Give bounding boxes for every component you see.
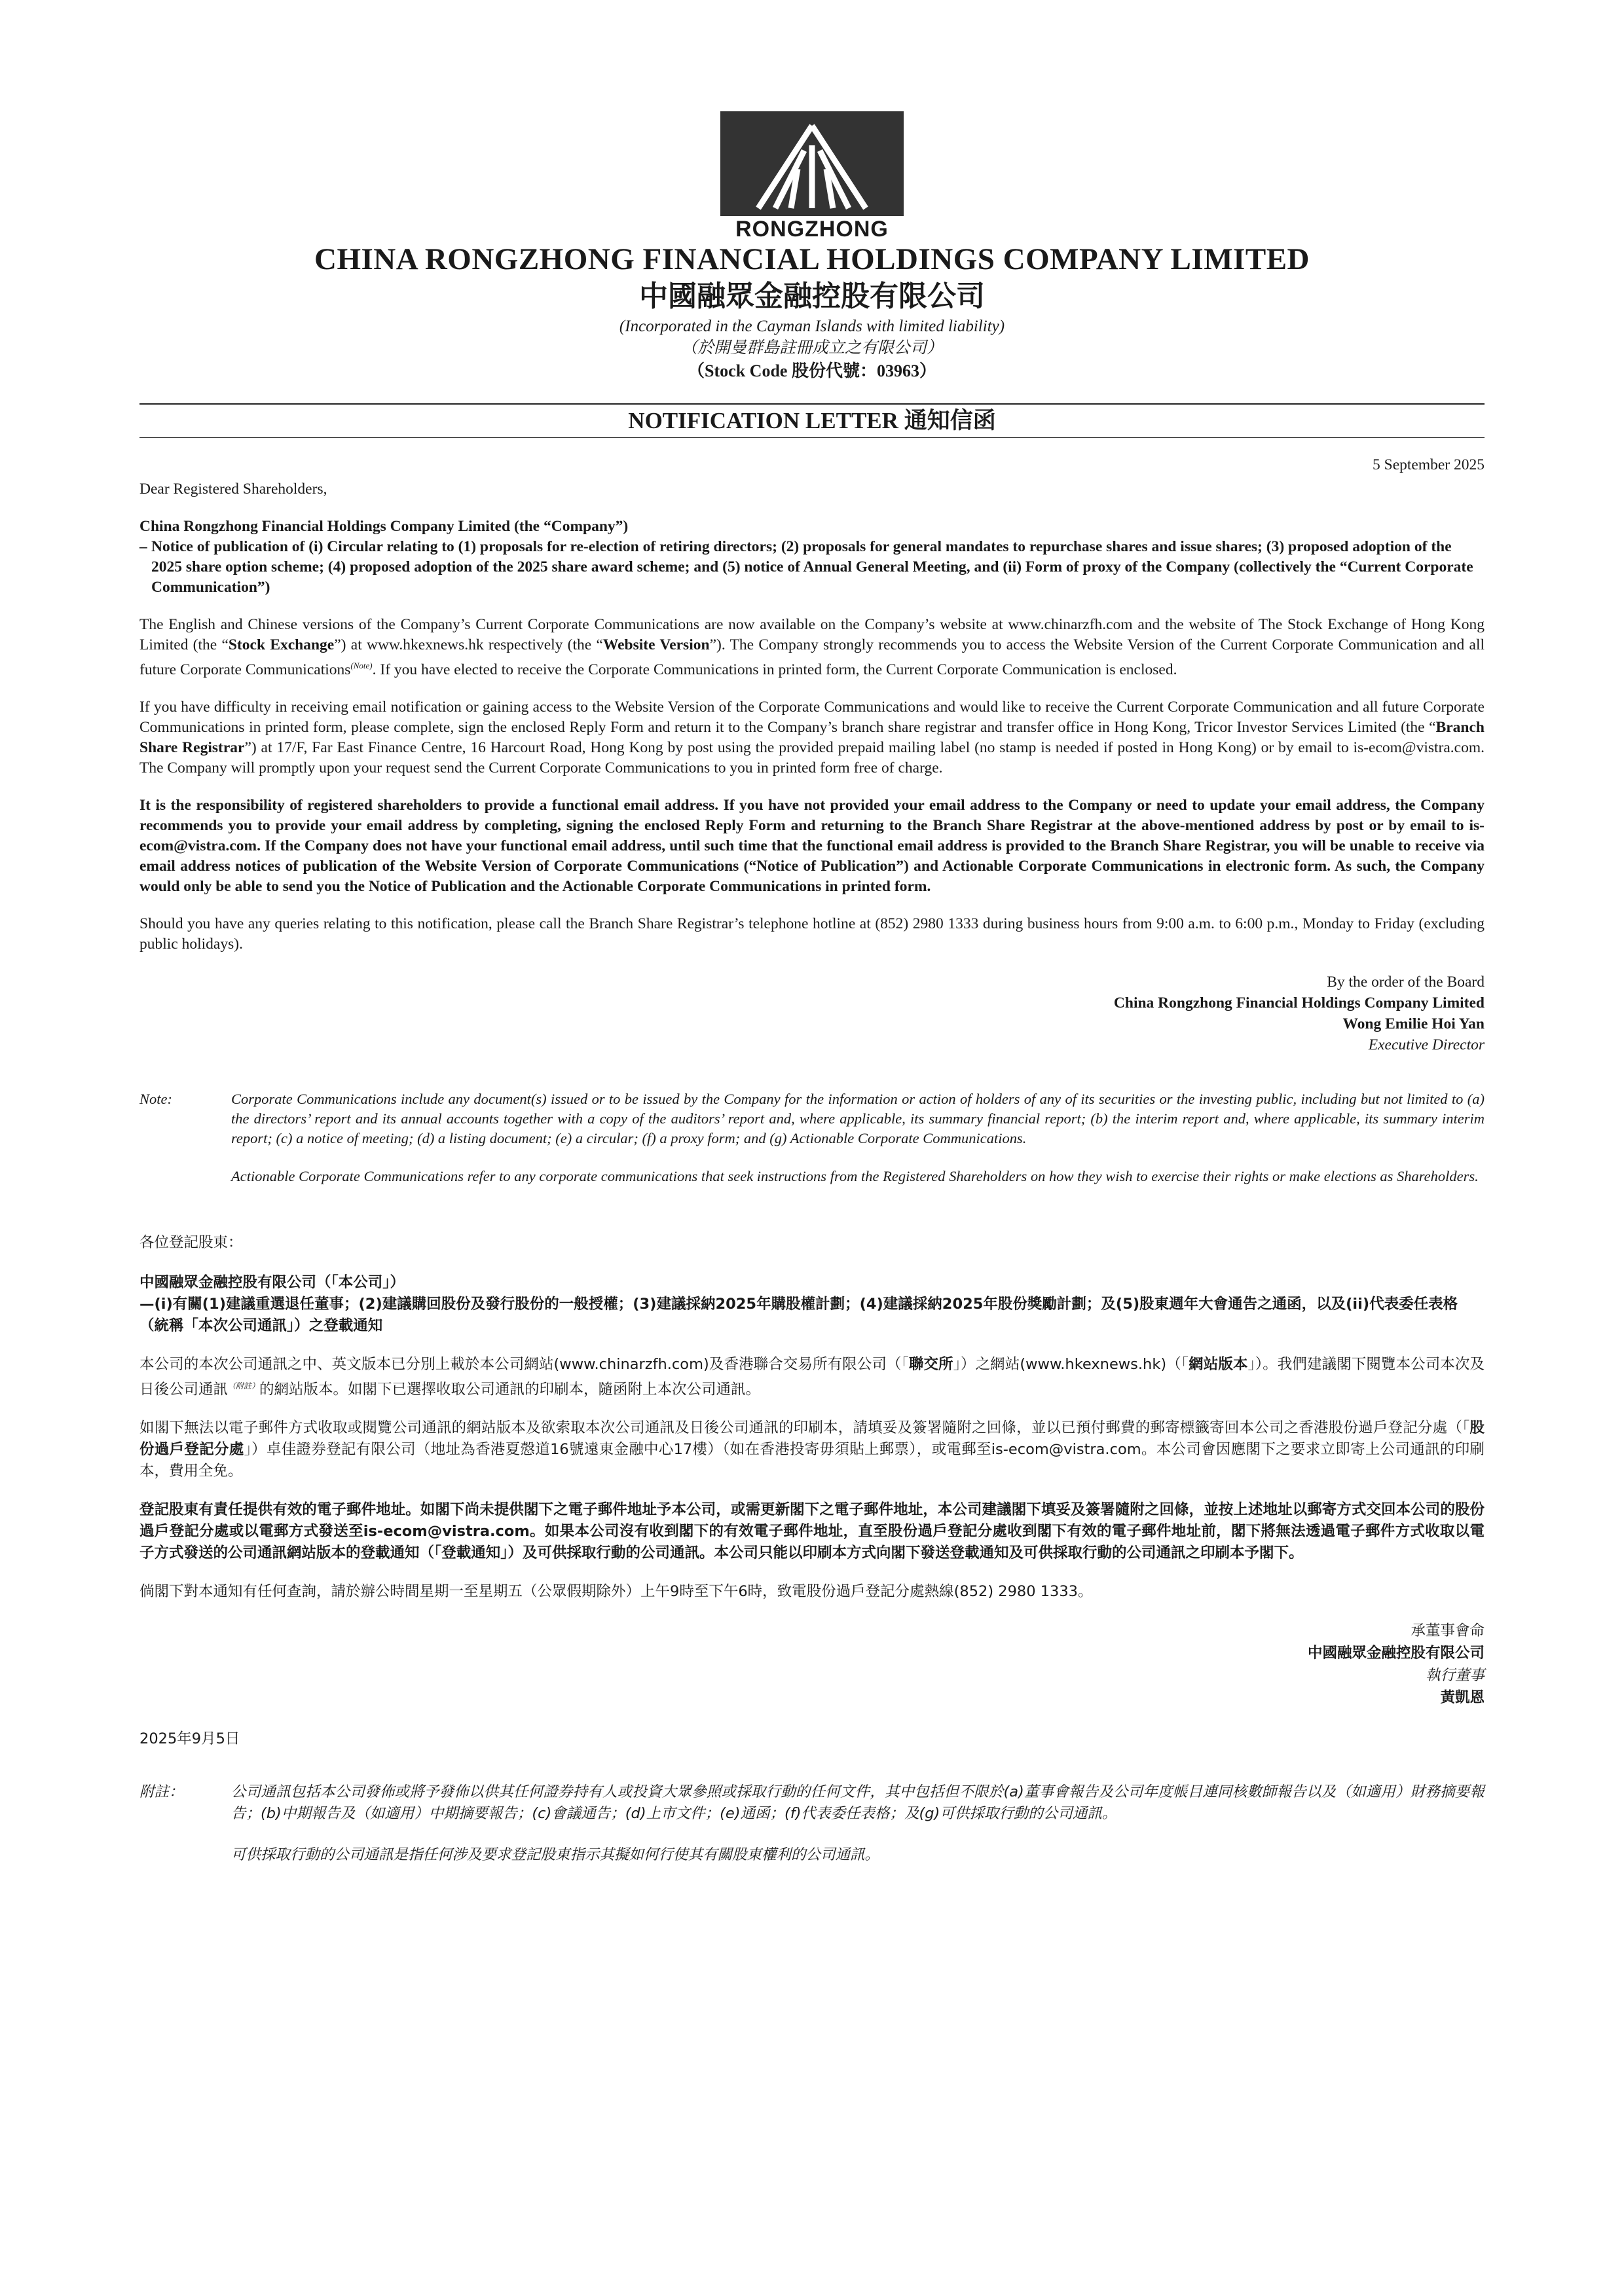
note-label-zh: 附註： bbox=[139, 1783, 184, 1801]
zh-para2-term-branch-registrar: 股份過戶登記分處 bbox=[139, 1419, 1485, 1459]
chinese-section bbox=[139, 1232, 1485, 1867]
salutation-zh: 各位登記股東： bbox=[139, 1233, 243, 1251]
paragraph-printed-form-en bbox=[139, 697, 1485, 778]
para2-term-branch-registrar: Branch Share Registrar bbox=[139, 718, 1485, 756]
english-section bbox=[139, 455, 1485, 1186]
sig-order-board: By the order of the Board bbox=[1327, 973, 1485, 991]
subject-company-en: China Rongzhong Financial Holdings Company Limited (the “Company”) bbox=[139, 518, 629, 535]
paragraph-email-responsibility-zh: 登記股東有責任提供有效的電子郵件地址。如閣下尚未提供閣下之電子郵件地址予本公司，或需更新閣下之電子郵件地址，本公司建議閣下填妥及簽署隨附之回條，並按上述地址以郵寄方式交回本公司的股份過戶登記分處或以電郵方式發送至is-ecom@vistra.com。如果本公司沒有收到閣下的有效電子郵件地址，直至股份過戶登記分處收到閣下有效的電子郵件地址前，閣下將無法透過電子郵件方式收取以電子方式發送的公司通訊網站版本的登載通知（「登載通知」）及可供採取行動的公司通訊。本公司只能以印刷本方式向閣下發送登載通知及可供採取行動的公司通訊之印刷本予閣下。 bbox=[139, 1501, 1485, 1562]
para1-text-f: . If you have elected to receive the Corporate Communications in printed form, the Current Corporate Communication is enclosed. bbox=[372, 661, 1177, 678]
zh-para2-text-c: 」）卓佳證券登記有限公司（地址為香港夏慤道16號遠東金融中心17樓）（如在香港投寄毋須貼上郵票），或電郵至is-ecom@vistra.com。本公司會因應閣下之要求立即寄上公司通訊的印刷本，費用全免。 bbox=[139, 1441, 1485, 1480]
note-paragraph-1-en: Corporate Communications include any document(s) issued or to be issued by the Company for the information or action of holders of any of its securities or the investing public, including but not limited to (a) the directors’ report and its annual accounts together with a copy of the auditors’ report and, where applicable, its summary financial report; (b) the interim report and, where applicable, its summary interim report; (c) a notice of meeting; (d) a listing document; (e) a circular; (f) a proxy form; and (g) Actionable Corporate Communications. bbox=[231, 1090, 1485, 1146]
signature-block-zh bbox=[139, 1620, 1485, 1709]
subject-detail-zh: —(i)有關(1)建議重選退任董事；(2)建議購回股份及發行股份的一般授權；(3)建議採納2025年購股權計劃；(4)建議採納2025年股份獎勵計劃；及(5)股東週年大會通告之通函，以及(ii)代表委任表格（統稱「本次公司通訊」）之登載通知 bbox=[139, 1295, 1458, 1334]
zh-sig-name: 黃凱恩 bbox=[1440, 1689, 1485, 1707]
letter-title-en: NOTIFICATION LETTER bbox=[628, 408, 898, 433]
zh-para1-text-e: 」）。我們建議閣下閱覽本公司本次及日後公司通訊 bbox=[139, 1355, 1485, 1398]
zh-para1-text-a: 本公司的本次公司通訊之中、英文版本已分別上載於本公司網站(www.chinarzfh.com)及香港聯合交易所有限公司（「 bbox=[139, 1355, 909, 1373]
zh-para1-text-c: 」）之網站(www.hkexnews.hk)（「 bbox=[953, 1355, 1189, 1373]
zh-para1-text-f: 的網站版本。如閣下已選擇收取公司通訊的印刷本，隨函附上本次公司通訊。 bbox=[259, 1381, 761, 1398]
paragraph-website-version-zh bbox=[139, 1354, 1485, 1401]
sig-name: Wong Emilie Hoi Yan bbox=[1342, 1015, 1485, 1032]
paragraph-queries-en: Should you have any queries relating to this notification, please call the Branch Share Registrar’s telephone hotline at (852) 2980 1333 during business hours from 9:00 a.m. to 6:00 p.m., Monday to Friday (excluding public holidays). bbox=[139, 915, 1485, 953]
note-block-en bbox=[139, 1089, 1485, 1186]
stock-code: （Stock Code 股份代號：03963） bbox=[688, 361, 936, 380]
zh-para2-text-a: 如閣下無法以電子郵件方式收取或閱覽公司通訊的網站版本及欲索取本次公司通訊及日後公司通訊的印刷本，請填妥及簽署隨附之回條，並以已預付郵費的郵寄標籤寄回本公司之香港股份過戶登記分處（「 bbox=[139, 1419, 1470, 1437]
para1-note-ref: (Note) bbox=[350, 661, 373, 670]
signature-block-en bbox=[139, 972, 1485, 1055]
note-paragraph-2-en: Actionable Corporate Communications refer to any corporate communications that seek instructions from the Registered Shareholders on how they wish to exercise their rights or make elections as Shareholders. bbox=[231, 1167, 1479, 1184]
salutation-en: Dear Registered Shareholders, bbox=[139, 481, 327, 498]
paragraph-website-version-en bbox=[139, 615, 1485, 680]
letter-title bbox=[139, 405, 1485, 437]
company-name-zh: 中國融眾金融控股有限公司 bbox=[639, 280, 985, 313]
paragraph-email-responsibility-en: It is the responsibility of registered shareholders to provide a functional email address. If you have not provided your email address to the Company or need to update your email address, the Company recommends you to provide your email address by completing, signing the enclosed Reply Form and returning to the Branch Share Registrar at the above-mentioned address by post or by email to is-ecom@vistra.com. If the Company does not have your functional email address, until such time that the functional email address is provided to the Branch Share Registrar, you will be unable to receive via email address notices of publication of the Website Version of Corporate Communications (“Notice of Publication”) and Actionable Corporate Communications in electronic form. As such, the Company would only be able to send you the Notice of Publication and the Actionable Corporate Communications in printed form. bbox=[139, 796, 1485, 895]
zh-sig-order-board: 承董事會命 bbox=[1411, 1622, 1485, 1640]
para1-text-e: ”). The Company strongly recommends you to access the Website Version of the Current Corporate Communication and all future Corporate Communications bbox=[139, 636, 1485, 678]
paragraph-printed-form-zh bbox=[139, 1417, 1485, 1482]
note-paragraph-2-zh: 可供採取行動的公司通訊是指任何涉及要求登記股東指示其擬如何行使其有關股東權利的公司通訊。 bbox=[231, 1846, 880, 1864]
subject-detail-text-en: Notice of publication of (i) Circular relating to (1) proposals for re-election of retiring directors; (2) proposals for general mandates to repurchase shares and issue shares; (3) proposed adoption of the 2025 share option scheme; (4) proposed adoption of the 2025 share award scheme; and (5) notice of Annual General Meeting, and (ii) Form of proxy of the Company (collectively the “Current Corporate Communication”) bbox=[151, 538, 1473, 596]
note-block-zh bbox=[139, 1781, 1485, 1866]
subject-dash: – bbox=[139, 538, 147, 555]
para1-text-a: The English and Chinese versions of the Company’s Current Corporate Communications are now available on the Company’s website at www.chinarzfh.com and the website of The Stock Exchange of Hong Kong Limited (the “ bbox=[139, 616, 1485, 653]
para2-text-a: If you have difficulty in receiving email notification or gaining access to the Website Version of the Corporate Communications and would like to receive the Current Corporate Communication and all future Corporate Communications in printed form, please complete, sign the enclosed Reply Form and return it to the Company’s branch share registrar and transfer office in Hong Kong, Tricor Investor Services Limited (the “ bbox=[139, 698, 1485, 736]
para2-text-c: ”) at 17/F, Far East Finance Centre, 16 Harcourt Road, Hong Kong by post using the provided prepaid mailing label (no stamp is needed if posted in Hong Kong) or by email to is-ecom@vistra.com. The Company will promptly upon your request send the Current Corporate Communications to you in printed form free of charge. bbox=[139, 738, 1485, 776]
letterhead bbox=[139, 111, 1485, 384]
paragraph-queries-zh: 倘閣下對本通知有任何查詢，請於辦公時間星期一至星期五（公眾假期除外）上午9時至下午6時，致電股份過戶登記分處熱線(852) 2980 1333。 bbox=[139, 1583, 1093, 1601]
note-paragraph-1-zh: 公司通訊包括本公司發佈或將予發佈以供其任何證券持有人或投資大眾參照或採取行動的任何文件，其中包括但不限於(a)董事會報告及公司年度帳目連同核數師報告以及（如適用）財務摘要報告；(b)中期報告及（如適用）中期摘要報告；(c)會議通告；(d)上市文件；(e)通函；(f)代表委任表格；及(g)可供採取行動的公司通訊。 bbox=[231, 1783, 1485, 1823]
incorporation-note-en: (Incorporated in the Cayman Islands with limited liability) bbox=[619, 318, 1005, 335]
zh-para1-term-stock-exchange: 聯交所 bbox=[908, 1355, 953, 1373]
rongzhong-logo-icon bbox=[720, 111, 904, 216]
zh-para1-note-ref: （附註） bbox=[228, 1381, 260, 1391]
title-bottom-rule bbox=[139, 437, 1485, 438]
subject-company-zh: 中國融眾金融控股有限公司（「本公司」） bbox=[139, 1273, 405, 1291]
para1-term-website-version: Website Version bbox=[602, 636, 710, 653]
para1-term-stock-exchange: Stock Exchange bbox=[228, 636, 335, 653]
zh-sig-company: 中國融眾金融控股有限公司 bbox=[1307, 1645, 1485, 1662]
subject-detail-en bbox=[139, 537, 1485, 598]
company-name-en: CHINA RONGZHONG FINANCIAL HOLDINGS COMPANY LIMITED bbox=[314, 242, 1310, 276]
brand-name: RONGZHONG bbox=[735, 217, 889, 242]
sig-company: China Rongzhong Financial Holdings Company Limited bbox=[1113, 994, 1485, 1011]
letter-date-en: 5 September 2025 bbox=[1373, 456, 1485, 473]
sig-title: Executive Director bbox=[1368, 1036, 1485, 1053]
zh-sig-title: 執行董事 bbox=[1425, 1667, 1485, 1685]
para1-text-c: ”) at www.hkexnews.hk respectively (the “ bbox=[334, 636, 603, 653]
incorporation-note-zh: （於開曼群島註冊成立之有限公司） bbox=[680, 339, 943, 357]
letter-title-zh: 通知信函 bbox=[904, 408, 996, 434]
note-label-en: Note: bbox=[139, 1090, 172, 1107]
letter-date-zh: 2025年9月5日 bbox=[139, 1730, 240, 1748]
zh-para1-term-website-version: 網站版本 bbox=[1189, 1355, 1248, 1373]
